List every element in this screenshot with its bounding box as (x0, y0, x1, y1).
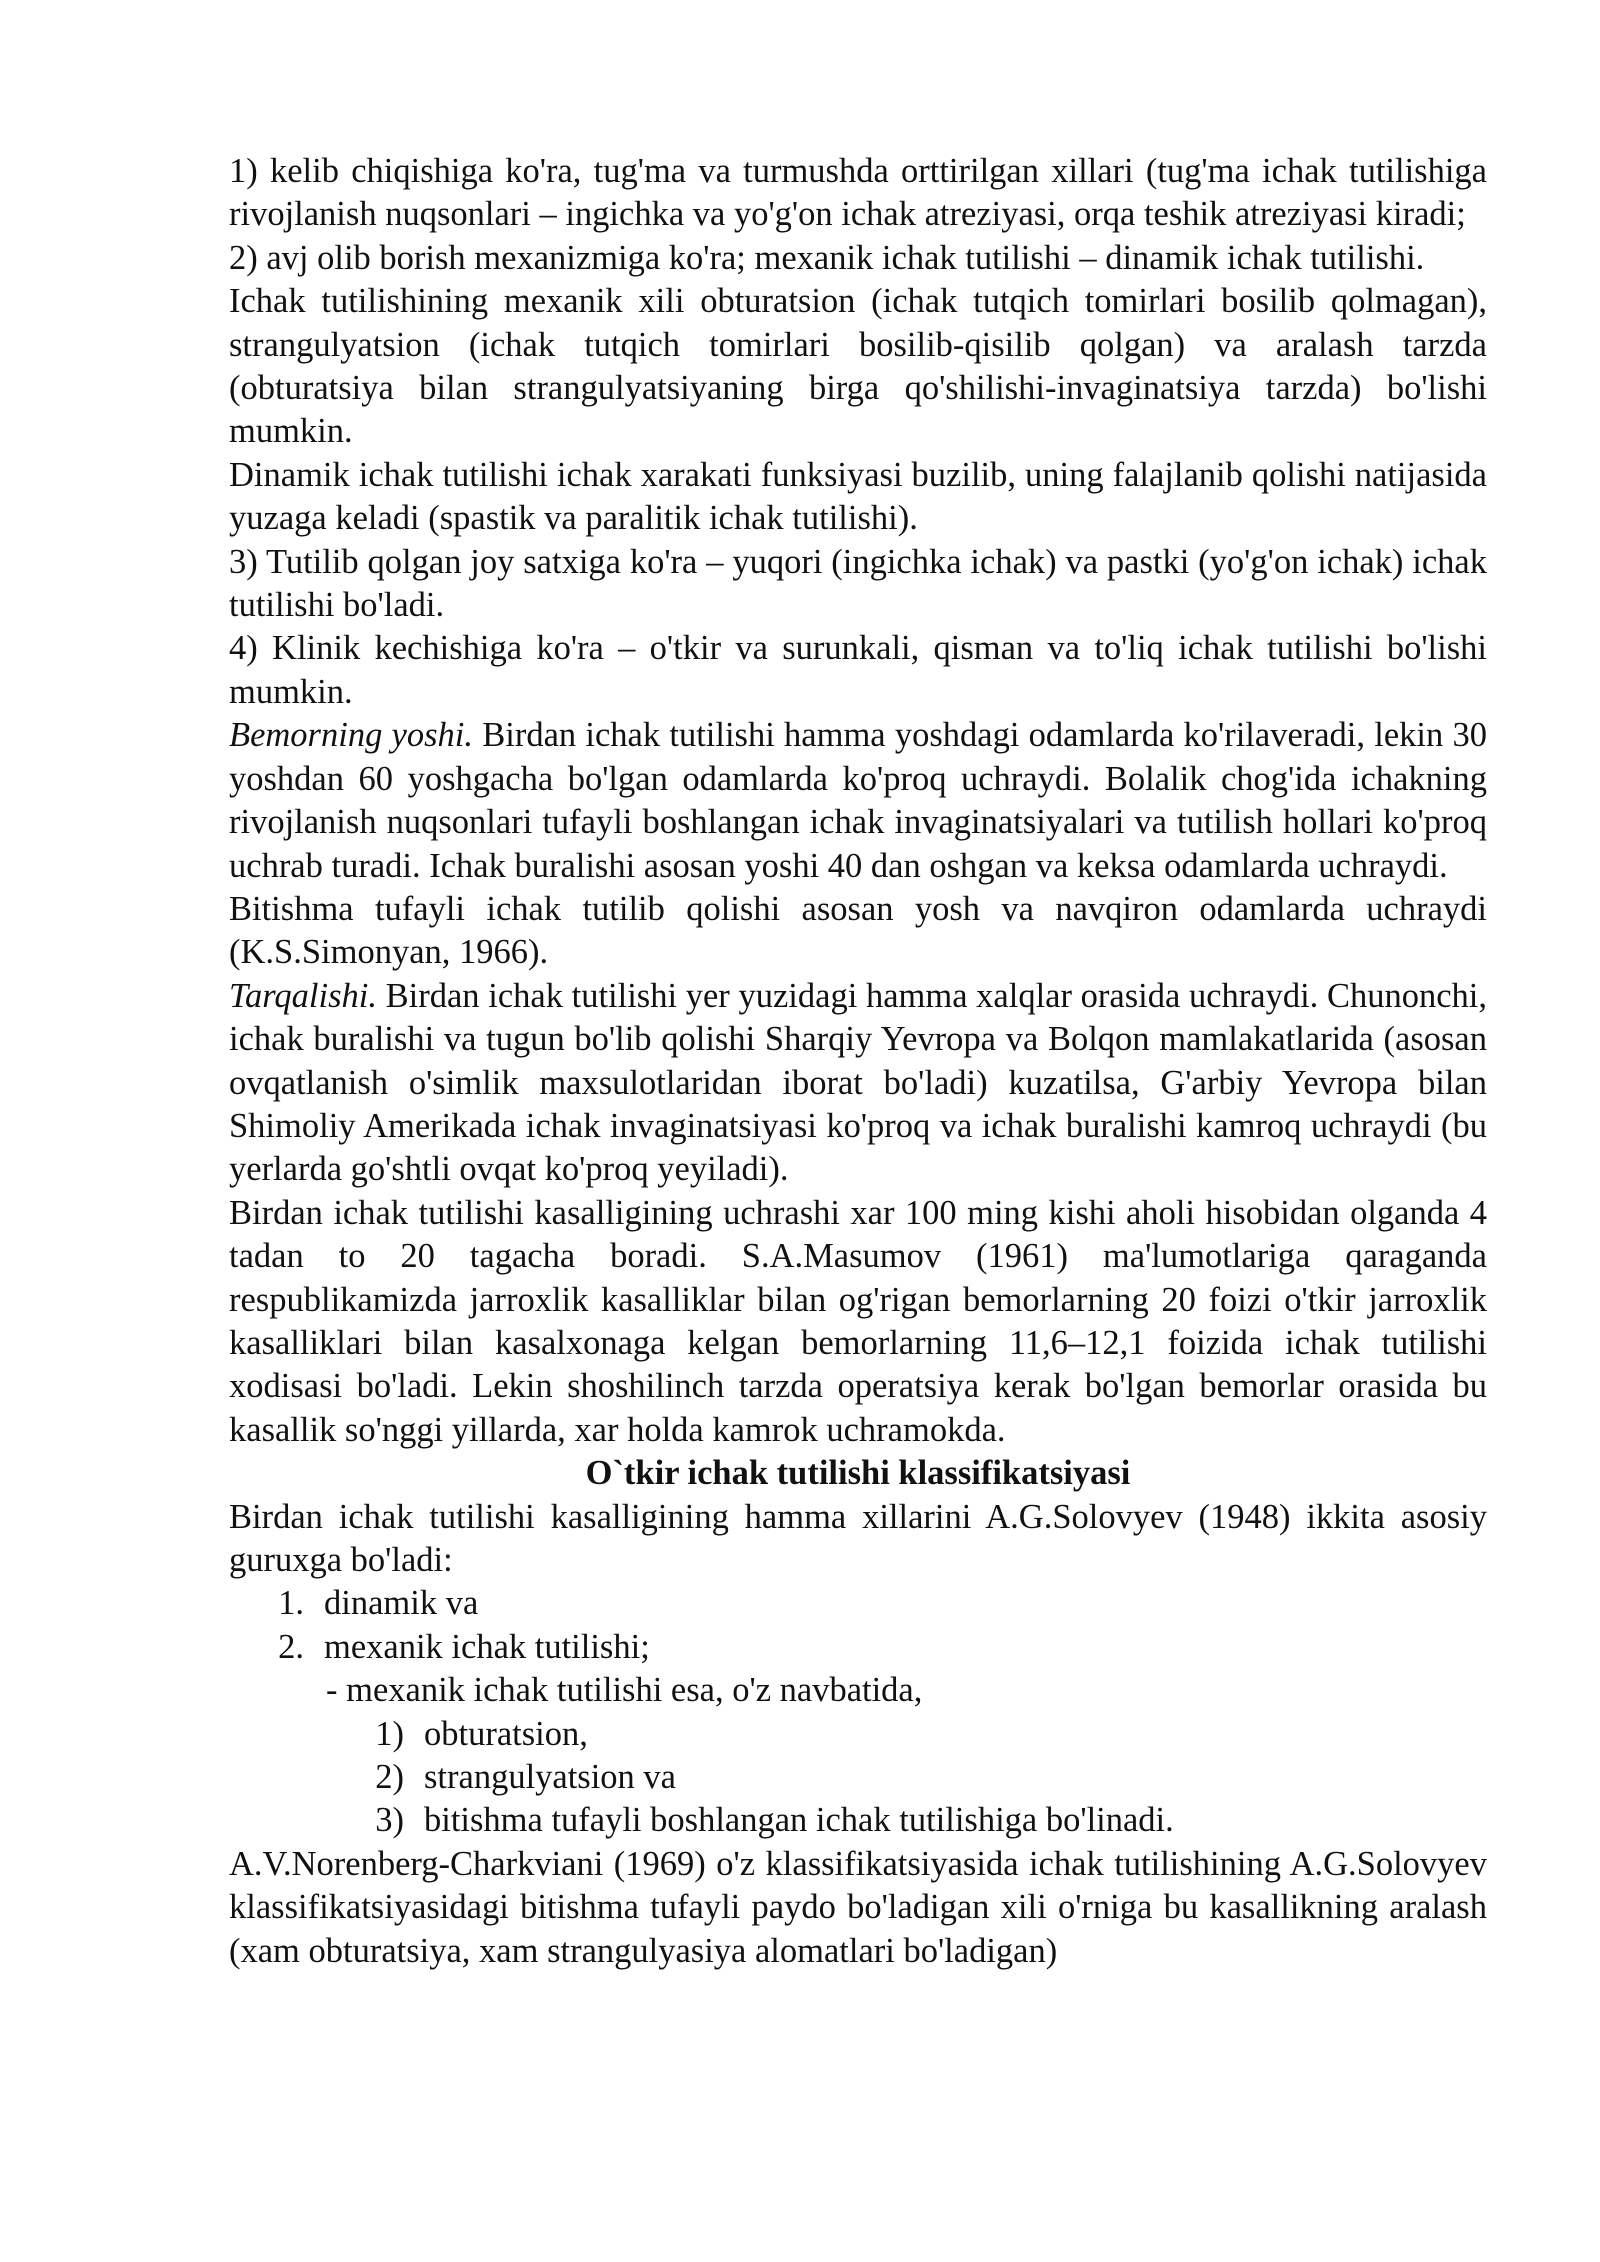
list-item (229, 1713, 1487, 1756)
list-item (229, 1626, 1487, 1669)
paragraph-body: Birdan ichak tutilishi hamma yoshdagi odamlarda ko'rilaveradi, lekin 30 yoshdan 60 yoshgacha bo'lgan odamlarda ko'proq uchraydi. Bolalik chog'ida ichakning rivojlanish nuqsonlari tufayli boshlangan ichak invaginatsiyalari va tutilish hollari ko'proq uchrab turadi. Ichak buralishi asosan yoshi 40 dan oshgan va keksa odamlarda uchraydi. (229, 716, 1487, 885)
list-dash-line: - mexanik ichak tutilishi esa, o'z navbatida, (326, 1671, 923, 1710)
paragraph-level: 3) Tutilib qolgan joy satxiga ko'ra – yuqori (ingichka ichak) va pastki (yo'g'on ichak) ichak tutilishi bo'ladi. (229, 542, 1487, 625)
paragraph-body: Birdan ichak tutilishi yer yuzidagi hamma xalqlar orasida uchraydi. Chunonchi, ichak buralishi va tugun bo'lib qolishi Sharqiy Yevropa va Bolqon mamlakatlarida (asosan ovqatlanish o'simlik maxsulotlaridan iborat bo'ladi) kuzatilsa, G'arbiy Yevropa bilan Shimoliy Amerikada ichak invaginatsiyasi ko'proq va ichak buralishi kamroq uchraydi (bu yerlarda go'shtli ovqat ko'proq yeyiladi). (229, 976, 1487, 1189)
document-page (229, 150, 1487, 1973)
list-text: bitishma tufayli boshlangan ichak tutilishiga bo'linadi. (424, 1801, 1174, 1840)
paragraph-lead: Bemorning yoshi. (229, 716, 474, 755)
paragraph-mechanism: 2) avj olib borish mexanizmiga ko'ra; mexanik ichak tutilishi – dinamik ichak tutilishi. (229, 238, 1425, 277)
list-number: 1) (375, 1714, 404, 1753)
paragraph-dynamic: Dinamik ichak tutilishi ichak xarakati funksiyasi buzilib, uning falajlanib qolishi natijasida yuzaga keladi (spastik va paralitik ichak tutilishi). (229, 455, 1487, 538)
list-item (229, 1582, 1487, 1625)
paragraph-distribution (229, 975, 1487, 1192)
list-text: obturatsion, (424, 1714, 588, 1753)
list-item (229, 1756, 1487, 1799)
list-item (229, 1799, 1487, 1842)
paragraph-lead: Tarqalishi. (229, 976, 377, 1015)
paragraph-mechanical-types: Ichak tutilishining mexanik xili obturatsion (ichak tutqich tomirlari bosilib qolmagan), strangulyatsion (ichak tutqich tomirlari bosilib-qisilib qolgan) va aralash tarzda (obturatsiya bilan strangulyatsiyaning birga qo'shilishi-invaginatsiya tarzda) bo'lishi mumkin. (229, 282, 1487, 451)
list-number: 2. (278, 1627, 304, 1666)
list-number: 2) (375, 1758, 404, 1797)
paragraph-incidence: Birdan ichak tutilishi kasalligining uchrashi xar 100 ming kishi aholi hisobidan olganda 4 tadan to 20 tagacha boradi. S.A.Masumov (1961) ma'lumotlariga qaraganda respublikamizda jarroxlik kasalliklar bilan og'rigan bemorlarning 20 foizi o'tkir jarroxlik kasalliklari bilan kasalxonaga kelgan bemorlarning 11,6–12,1 foizida ichak tutilishi xodisasi bo'ladi. Lekin shoshilinch tarzda operatsiya kerak bo'lgan bemorlar orasida bu kasallik so'nggi yillarda, xar holda kamrok uchramokda. (229, 1193, 1487, 1449)
paragraph-clinical: 4) Klinik kechishiga ko'ra – o'tkir va surunkali, qisman va to'liq ichak tutilishi bo'lishi mumkin. (229, 629, 1487, 711)
list-text: strangulyatsion va (424, 1758, 676, 1797)
paragraph-classification-intro: Birdan ichak tutilishi kasalligining hamma xillarini A.G.Solovyev (1948) ikkita asosiy guruxga bo'ladi: (229, 1497, 1487, 1579)
list-text: dinamik va (324, 1584, 479, 1623)
list-text: mexanik ichak tutilishi; (324, 1627, 650, 1666)
paragraph-adhesion: Bitishma tufayli ichak tutilib qolishi asosan yosh va navqiron odamlarda uchraydi (K.S.Simonyan, 1966). (229, 889, 1487, 972)
list-number: 3) (375, 1801, 404, 1840)
list-number: 1. (278, 1584, 304, 1623)
paragraph-norenberg: A.V.Norenberg-Charkviani (1969) o'z klassifikatsiyasida ichak tutilishining A.G.Solovyev klassifikatsiyasidagi bitishma tufayli paydo bo'ladigan xili o'rniga bu kasallikning aralash (xam obturatsiya, xam strangulyasiya alomatlari bo'ladigan) (229, 1844, 1487, 1970)
paragraph-origin: 1) kelib chiqishiga ko'ra, tug'ma va turmushda orttirilgan xillari (tug'ma ichak tutilishiga rivojlanish nuqsonlari – ingichka va yo'g'on ichak atreziyasi, orqa teshik atreziyasi kiradi; (229, 152, 1487, 234)
paragraph-patient-age (229, 714, 1487, 888)
section-heading: O`tkir ichak tutilishi klassifikatsiyasi (585, 1454, 1131, 1493)
